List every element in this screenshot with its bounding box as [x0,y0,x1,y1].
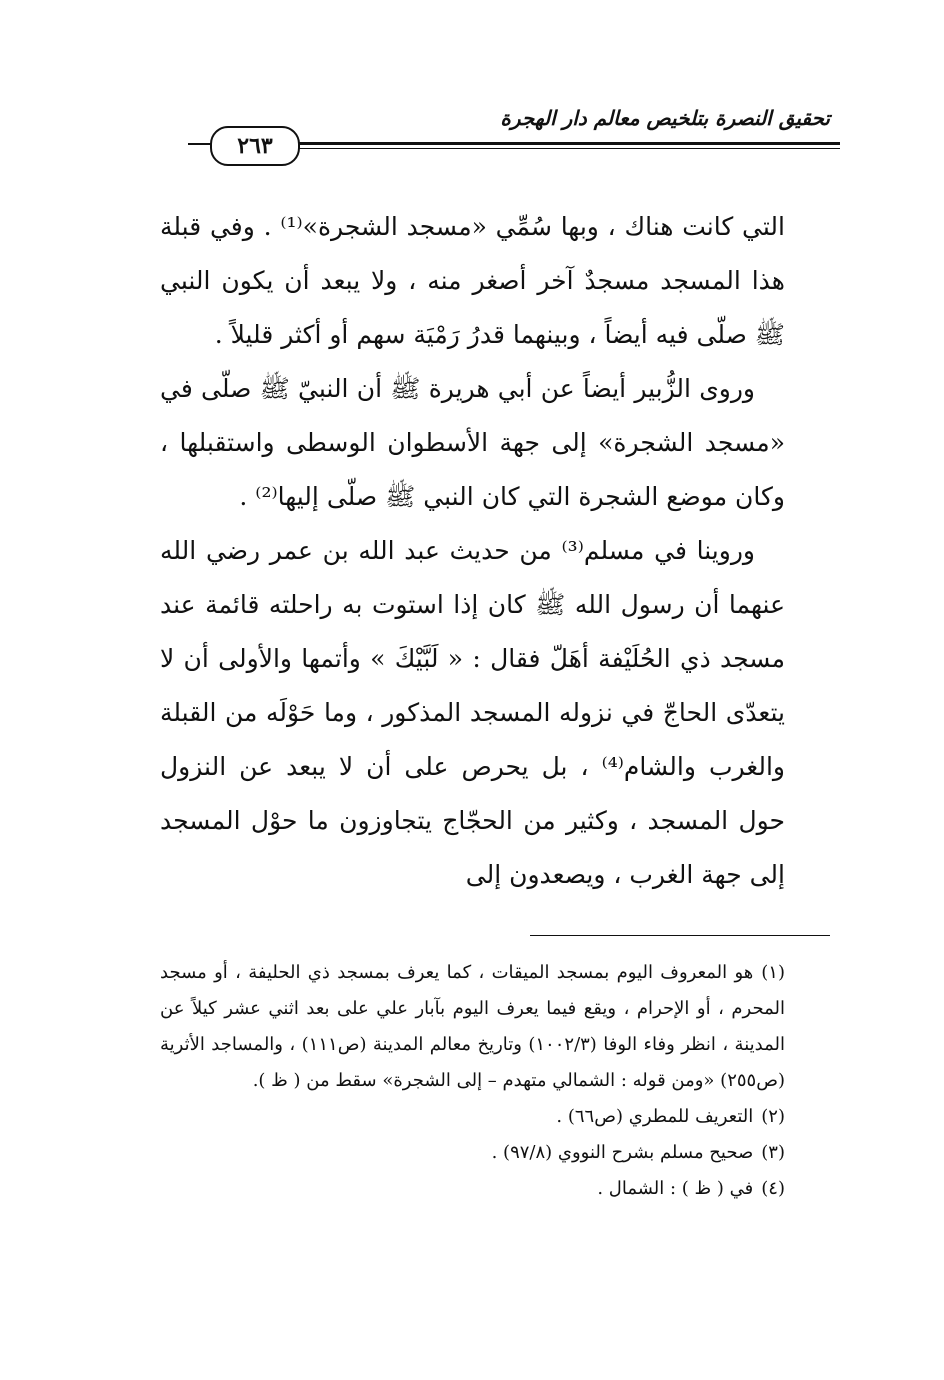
header-rule [290,142,840,145]
footnote-text: صحيح مسلم بشرح النووي (٩٧/٨) . [491,1142,754,1163]
badge-ornament [188,143,212,145]
footnote-text: التعريف للمطري (ص٦٦) . [556,1106,754,1127]
page-number: ٢٦٣ [210,126,300,166]
footnote-number: (٣) [761,1142,785,1163]
footnote [160,1171,785,1207]
footnote [160,1135,785,1171]
footnote-number: (٤) [761,1178,785,1199]
paragraph: وروى الزُّبير أيضاً عن أبي هريرة ﷺ أن النبيّ ﷺ صلّى في «مسجد الشجرة» إلى جهة الأسطوان الوسطى واستقبلها ، وكان موضع الشجرة التي كان النبي ﷺ صلّى إليها⁽²⁾ . [160,374,785,511]
footnote-separator [530,935,830,936]
footnotes [160,955,785,1207]
footnote [160,1099,785,1135]
footnote-text: في ( ظ ) : الشمال . [597,1178,754,1199]
main-text [160,200,785,902]
paragraph: التي كانت هناك ، وبها سُمِّي «مسجد الشجرة»⁽¹⁾ . وفي قبلة هذا المسجد مسجدٌ آخر أصغر منه ، ولا يبعد أن يكون النبي ﷺ صلّى فيه أيضاً ، وبينهما قدرُ رَمْيَة سهم أو أكثر قليلاً . [160,212,785,349]
footnote-number: (١) [761,962,785,983]
running-title: تحقيق النصرة بتلخيص معالم دار الهجرة [500,106,830,130]
footnote-number: (٢) [761,1106,785,1127]
header-rule-thin [290,148,840,149]
footnote-text: هو المعروف اليوم بمسجد الميقات ، كما يعرف بمسجد ذي الحليفة ، أو مسجد المحرم ، أو الإحرام ، ويقع فيما يعرف اليوم بآبار علي على بعد اثني عشر كيلاً عن المدينة ، انظر وفاء الوفا (١٠٠٢/٣) وتاريخ معالم المدينة (ص١١١) ، والمساجد الأثرية (ص٢٥٥) «ومن قوله : الشمالي متهدم – إلى الشجرة» سقط من ( ظ ). [160,962,785,1091]
footnote [160,955,785,1099]
paragraph: وروينا في مسلم⁽³⁾ من حديث عبد الله بن عمر رضي الله عنهما أن رسول الله ﷺ كان إذا استوت به راحلته قائمة عند مسجد ذي الحُلَيْفة أهَلّ فقال : « لَبَّيْكَ » وأتمها والأولى أن لا يتعدّى الحاجّ في نزوله المسجد المذكور ، وما حَوْلَه من القبلة والغرب والشام⁽⁴⁾ ، بل يحرص على أن لا يبعد عن النزول حول المسجد ، وكثير من الحجّاج يتجاوزون ما حوْل المسجد إلى جهة الغرب ، ويصعدون إلى [160,536,785,889]
page-header [180,100,840,160]
